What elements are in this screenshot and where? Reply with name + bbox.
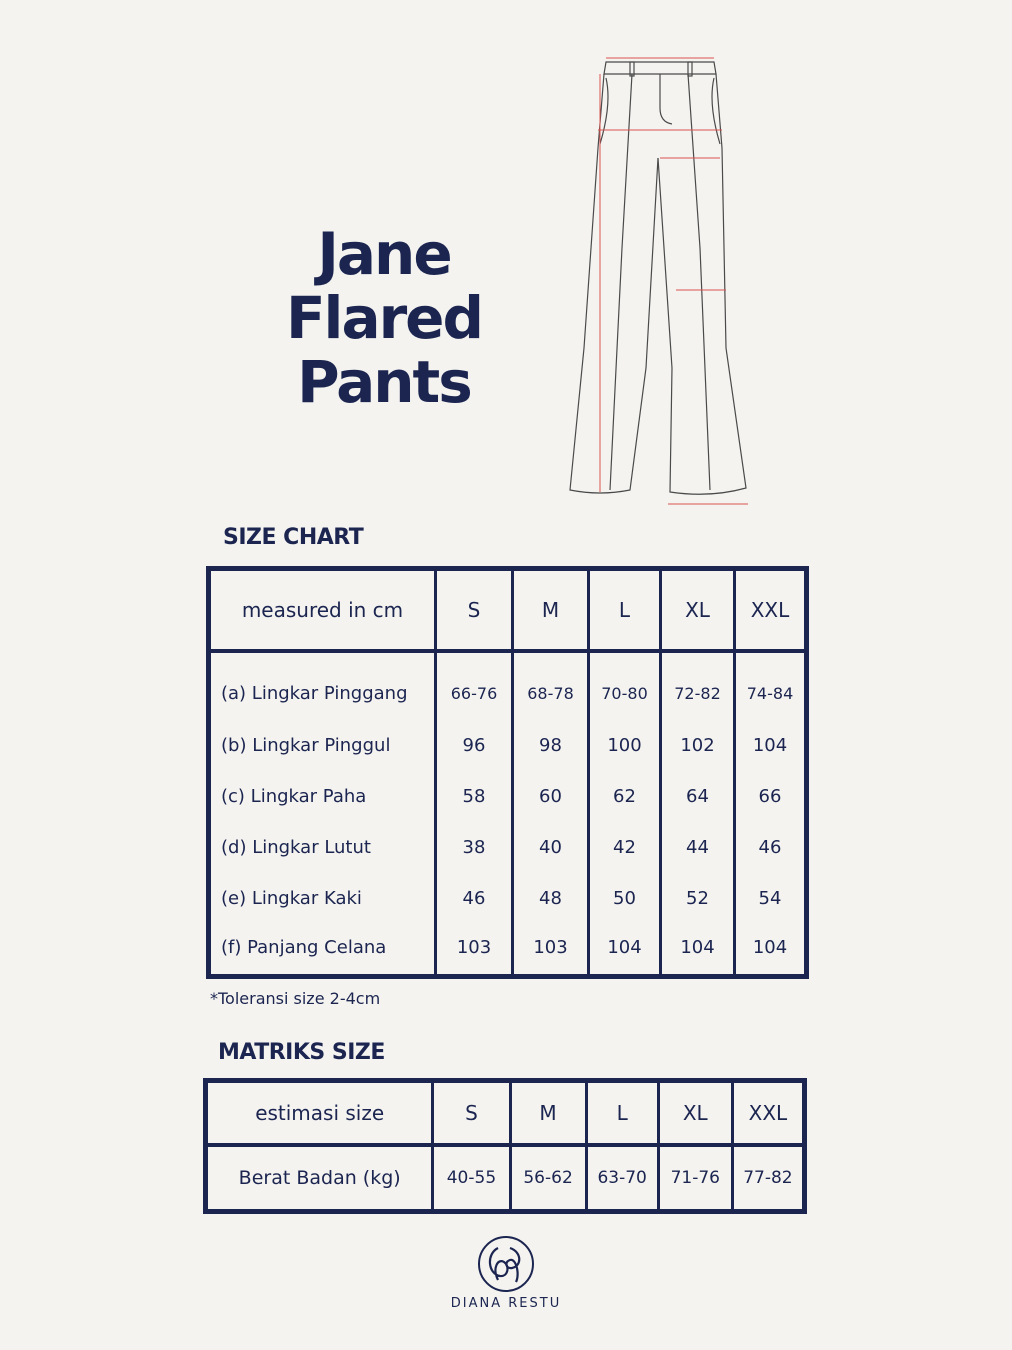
cell: 40: [513, 822, 589, 873]
table-row: [209, 924, 807, 977]
cell: 54: [735, 873, 807, 924]
size-chart-header-row: [209, 569, 807, 652]
header-l: L: [589, 569, 661, 652]
size-chart-table: [206, 566, 809, 979]
cell: 102: [661, 720, 735, 771]
cell: 70-80: [589, 651, 661, 720]
cell: 62: [589, 771, 661, 822]
cell: 46: [436, 873, 513, 924]
cell: 103: [436, 924, 513, 977]
cell: 74-84: [735, 651, 807, 720]
header-estimasi: estimasi size: [206, 1081, 433, 1146]
cell: 96: [436, 720, 513, 771]
cell: 46: [735, 822, 807, 873]
header-m: M: [510, 1081, 586, 1146]
header-s: S: [436, 569, 513, 652]
table-row: [209, 720, 807, 771]
matrix-heading: MATRIKS SIZE: [218, 1040, 385, 1065]
cell: 60: [513, 771, 589, 822]
cell: 42: [589, 822, 661, 873]
cell: 68-78: [513, 651, 589, 720]
cell: 48: [513, 873, 589, 924]
table-row: [209, 771, 807, 822]
header-l: L: [586, 1081, 658, 1146]
tolerance-note: *Toleransi size 2-4cm: [210, 989, 381, 1008]
title-line-2: Flared: [285, 284, 483, 352]
dr-monogram-icon: [476, 1234, 536, 1294]
matrix-size-table: [203, 1078, 807, 1214]
cell: 72-82: [661, 651, 735, 720]
pants-diagram-icon: [560, 48, 760, 518]
cell: 38: [436, 822, 513, 873]
row-label: (b) Lingkar Pinggul: [221, 735, 391, 756]
row-label: (d) Lingkar Lutut: [221, 837, 371, 858]
cell: 40-55: [433, 1145, 510, 1212]
title-line-1: Jane: [317, 220, 451, 288]
cell: 58: [436, 771, 513, 822]
row-label: (a) Lingkar Pinggang: [221, 683, 408, 704]
table-row: [206, 1145, 805, 1212]
cell: 66-76: [436, 651, 513, 720]
cell: 66: [735, 771, 807, 822]
header-s: S: [433, 1081, 510, 1146]
cell: 77-82: [732, 1145, 804, 1212]
row-label: (f) Panjang Celana: [221, 936, 387, 958]
cell: 98: [513, 720, 589, 771]
product-title: [262, 222, 506, 414]
brand-name: DIANA RESTU: [450, 1296, 562, 1311]
row-label: (e) Lingkar Kaki: [221, 888, 362, 909]
header-xxl: XXL: [735, 569, 807, 652]
row-label: Berat Badan (kg): [238, 1167, 401, 1189]
cell: 63-70: [586, 1145, 658, 1212]
cell: 44: [661, 822, 735, 873]
header-measured: measured in cm: [209, 569, 436, 652]
header-m: M: [513, 569, 589, 652]
table-row: [209, 822, 807, 873]
header-xl: XL: [658, 1081, 732, 1146]
cell: 104: [661, 924, 735, 977]
size-chart-heading: SIZE CHART: [223, 525, 364, 550]
cell: 104: [735, 924, 807, 977]
cell: 104: [589, 924, 661, 977]
header-xxl: XXL: [732, 1081, 804, 1146]
cell: 50: [589, 873, 661, 924]
cell: 52: [661, 873, 735, 924]
title-line-3: Pants: [297, 348, 471, 416]
cell: 56-62: [510, 1145, 586, 1212]
matrix-header-row: [206, 1081, 805, 1146]
table-row: [209, 873, 807, 924]
cell: 104: [735, 720, 807, 771]
cell: 71-76: [658, 1145, 732, 1212]
cell: 103: [513, 924, 589, 977]
cell: 100: [589, 720, 661, 771]
table-row: [209, 651, 807, 720]
header-xl: XL: [661, 569, 735, 652]
row-label: (c) Lingkar Paha: [221, 786, 367, 807]
cell: 64: [661, 771, 735, 822]
